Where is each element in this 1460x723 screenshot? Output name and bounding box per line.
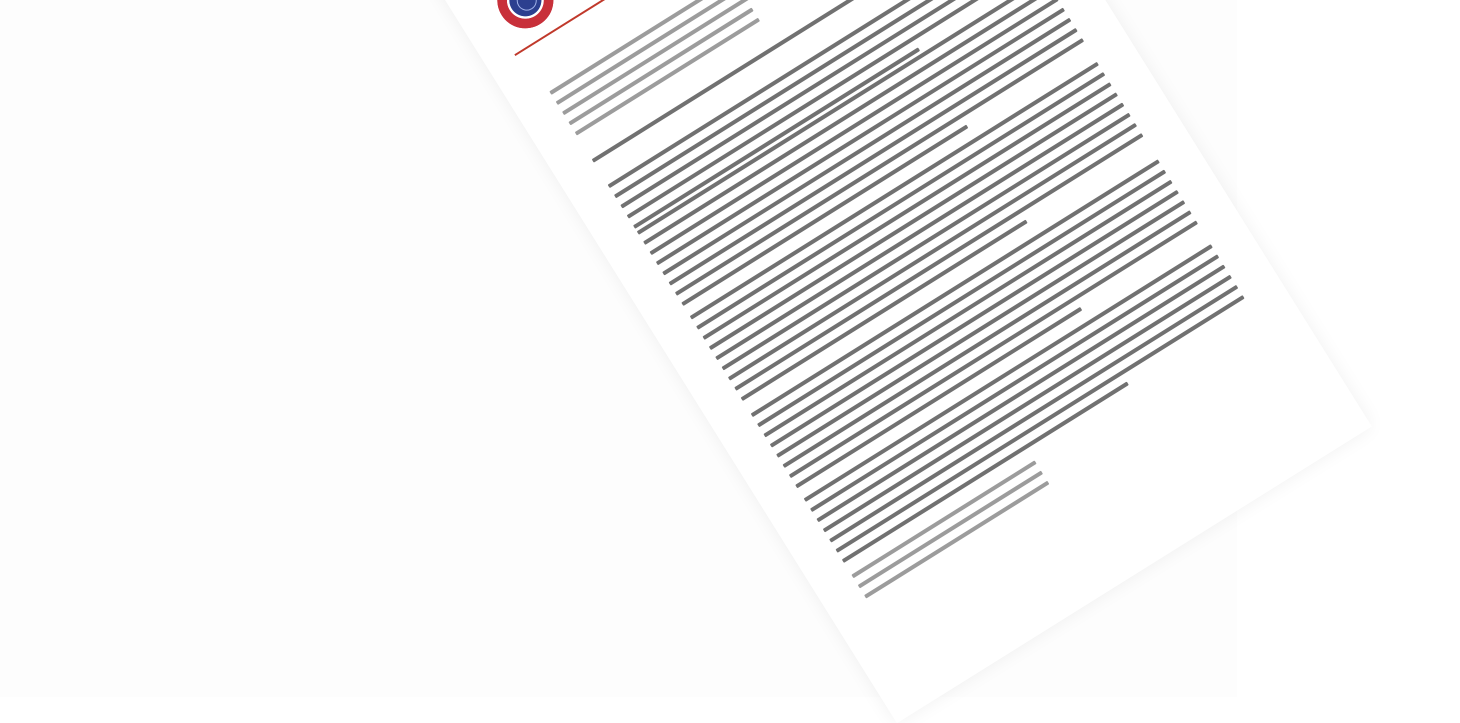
letter-sheet <box>420 0 1372 723</box>
seal-emblem <box>513 0 541 14</box>
association-seal <box>487 0 564 39</box>
